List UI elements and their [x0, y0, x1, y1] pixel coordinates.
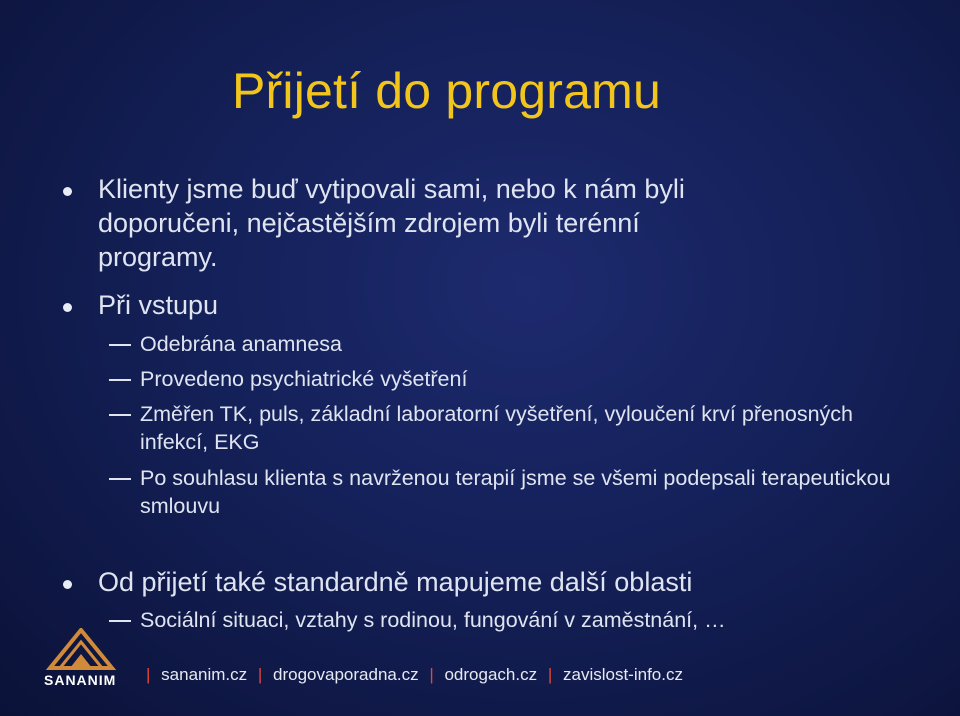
dash-marker — [109, 414, 131, 416]
sub-item: Sociální situaci, vztahy s rodinou, fungování v zaměstnání, … — [140, 608, 726, 632]
dash-marker — [109, 379, 131, 381]
bullet-3-text: Od přijetí také standardně mapujeme další oblasti — [98, 567, 693, 597]
link-separator: | — [146, 665, 151, 684]
link-separator: | — [257, 665, 263, 684]
link-separator: | — [547, 665, 553, 684]
sub-item: Po souhlasu klienta s navrženou terapií jsme se všemi podepsali terapeutickou smlouvu — [140, 466, 891, 518]
footer-link[interactable]: odrogach.cz — [444, 665, 538, 684]
dash-marker — [109, 344, 131, 346]
bullet-dot — [63, 187, 72, 196]
bullet-dot — [63, 303, 72, 312]
footer-link[interactable]: zavislost-info.cz — [562, 665, 683, 684]
slide-title: Přijetí do programu — [232, 63, 661, 119]
sub-item: Odebrána anamnesa — [140, 332, 343, 356]
dash-marker — [109, 478, 131, 480]
bullet-1-text: Klienty jsme buď vytipovali sami, nebo k nám byli doporučeni, nejčastějším zdrojem byli terénní programy. — [98, 174, 685, 272]
logo-text: SANANIM — [44, 672, 117, 688]
footer-link[interactable]: drogovaporadna.cz — [273, 665, 419, 684]
sub-item: Změřen TK, puls, základní laboratorní vyšetření, vyloučení krví přenosných infekcí, EKG — [140, 402, 854, 454]
dash-marker — [109, 620, 131, 622]
sub-item: Provedeno psychiatrické vyšetření — [140, 367, 468, 391]
footer-link[interactable]: sananim.cz — [161, 665, 248, 684]
link-separator: | — [429, 665, 434, 684]
footer-links — [140, 665, 683, 685]
bullet-2-text: Při vstupu — [98, 290, 219, 320]
bullet-dot — [63, 580, 72, 589]
